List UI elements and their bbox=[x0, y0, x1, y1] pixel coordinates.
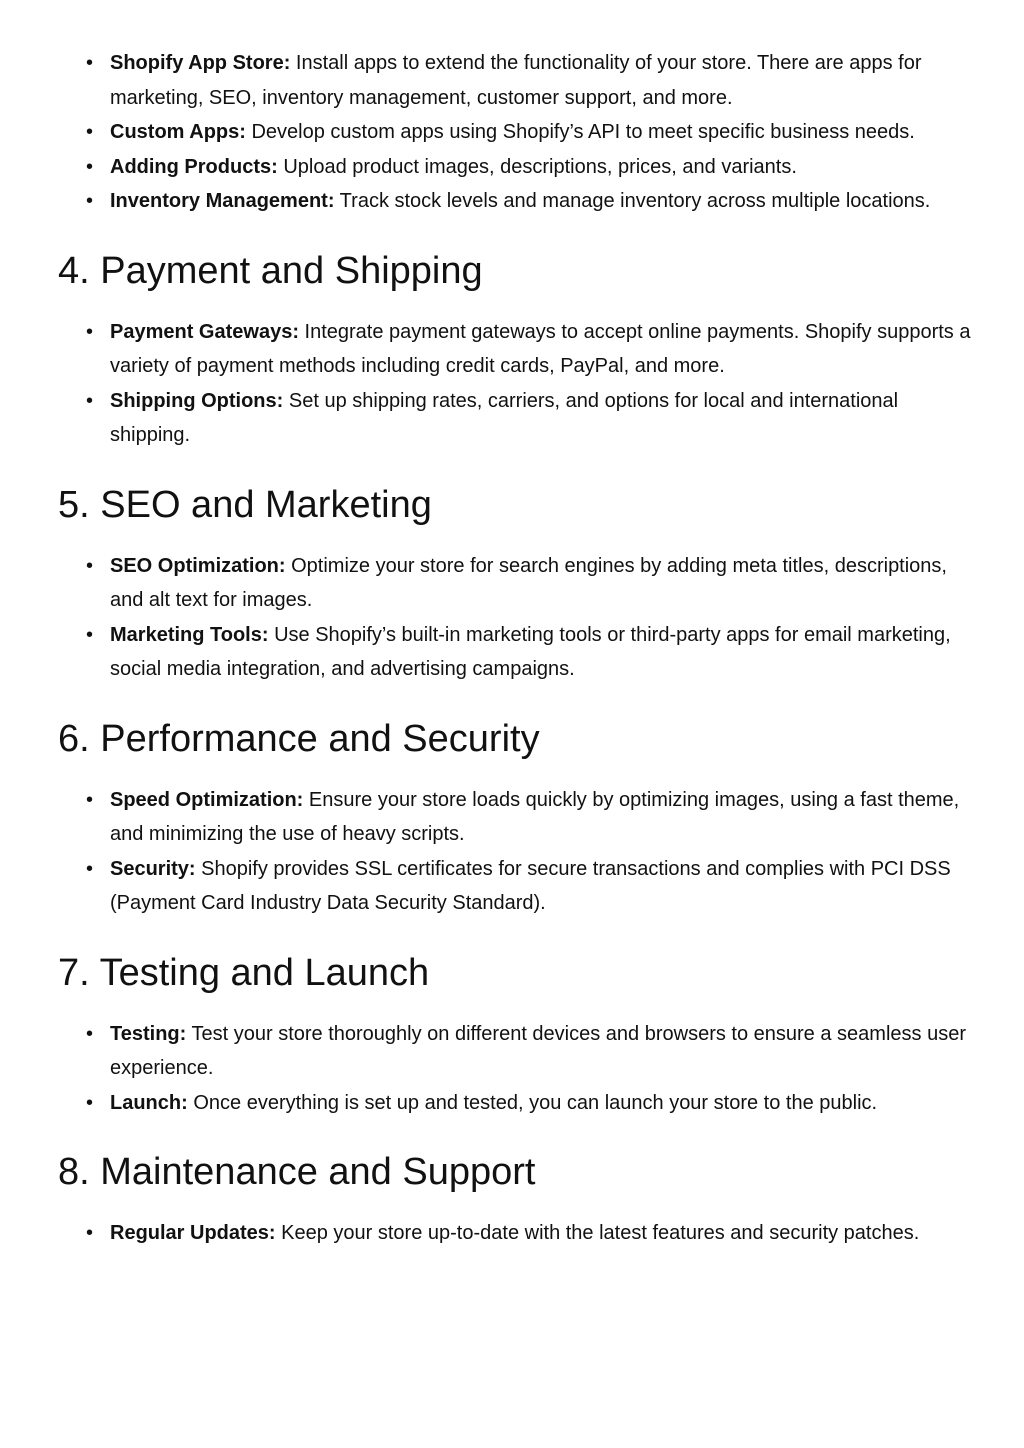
bullet-list bbox=[58, 315, 974, 453]
section-payment-shipping bbox=[58, 249, 974, 453]
item-term: Shopify App Store: bbox=[110, 52, 291, 74]
item-text: Ensure your store loads quickly by optimizing images, using a fast theme, and minimizing the use of heavy scripts. bbox=[110, 788, 960, 845]
item-term: Marketing Tools: bbox=[110, 623, 269, 646]
bullet-icon: • bbox=[86, 1022, 94, 1045]
item-term: Shipping Options: bbox=[110, 389, 284, 412]
item-text: Install apps to extend the functionality of your store. There are apps for marketing, SEO, inventory management, customer support, and more. bbox=[110, 52, 922, 109]
item-text: Upload product images, descriptions, prices, and variants. bbox=[277, 155, 797, 178]
section-heading: 7. Testing and Launch bbox=[58, 951, 430, 994]
list-item bbox=[86, 150, 974, 185]
bullet-list bbox=[58, 549, 974, 687]
bullet-list-intro bbox=[58, 46, 974, 219]
item-text: Develop custom apps using Shopify’s API to meet specific business needs. bbox=[245, 121, 915, 143]
list-item bbox=[86, 46, 974, 115]
item-term: Security: bbox=[110, 857, 196, 880]
item-text: Test your store thoroughly on different devices and browsers to ensure a seamless user experience. bbox=[110, 1022, 966, 1079]
section-performance-security bbox=[58, 717, 974, 921]
item-term: Adding Products: bbox=[110, 155, 278, 178]
item-text: Set up shipping rates, carriers, and options for local and international shipping. bbox=[110, 389, 899, 446]
list-item bbox=[86, 184, 974, 219]
bullet-icon: • bbox=[86, 1091, 94, 1114]
item-term: SEO Optimization: bbox=[110, 554, 286, 577]
list-item bbox=[86, 384, 974, 453]
item-text: Use Shopify’s built-in marketing tools or third-party apps for email marketing, social media integration, and advertising campaigns. bbox=[110, 623, 951, 680]
bullet-icon: • bbox=[86, 1222, 94, 1244]
bullet-list bbox=[58, 1017, 974, 1121]
bullet-list bbox=[58, 783, 974, 921]
bullet-icon: • bbox=[86, 52, 94, 74]
section-heading: 8. Maintenance and Support bbox=[58, 1151, 536, 1193]
section-heading: 6. Performance and Security bbox=[58, 717, 540, 760]
item-text: Once everything is set up and tested, you can launch your store to the public. bbox=[187, 1091, 878, 1114]
bullet-icon: • bbox=[86, 554, 94, 577]
list-item bbox=[86, 852, 974, 921]
item-text: Keep your store up-to-date with the latest features and security patches. bbox=[275, 1222, 920, 1244]
bullet-icon: • bbox=[86, 788, 94, 811]
list-item bbox=[86, 1086, 974, 1121]
section-maintenance-support bbox=[58, 1150, 974, 1251]
item-term: Speed Optimization: bbox=[110, 788, 304, 811]
bullet-icon: • bbox=[86, 389, 94, 412]
item-text: Integrate payment gateways to accept online payments. Shopify supports a variety of payment methods including credit cards, PayPal, and more. bbox=[110, 320, 971, 377]
item-term: Regular Updates: bbox=[110, 1222, 276, 1244]
bullet-icon: • bbox=[86, 155, 94, 178]
list-item bbox=[86, 549, 974, 618]
bullet-icon: • bbox=[86, 320, 94, 343]
item-term: Testing: bbox=[110, 1022, 187, 1045]
bullet-icon: • bbox=[86, 623, 94, 646]
section-heading: 4. Payment and Shipping bbox=[58, 249, 483, 292]
bullet-icon: • bbox=[86, 857, 94, 880]
section-seo-marketing bbox=[58, 483, 974, 687]
item-text: Track stock levels and manage inventory across multiple locations. bbox=[334, 190, 931, 212]
item-term: Inventory Management: bbox=[110, 190, 335, 212]
bullet-list bbox=[58, 1216, 974, 1251]
section-testing-launch bbox=[58, 951, 974, 1121]
list-item bbox=[86, 618, 974, 687]
list-item bbox=[86, 315, 974, 384]
item-term: Launch: bbox=[110, 1091, 188, 1114]
list-item bbox=[86, 115, 974, 150]
list-item bbox=[86, 1017, 974, 1086]
item-term: Custom Apps: bbox=[110, 121, 246, 143]
bullet-icon: • bbox=[86, 190, 94, 212]
item-text: Shopify provides SSL certificates for secure transactions and complies with PCI DSS (Payment Card Industry Data Security Standard). bbox=[110, 857, 951, 914]
list-item bbox=[86, 1216, 974, 1251]
bullet-icon: • bbox=[86, 121, 94, 143]
item-text: Optimize your store for search engines by adding meta titles, descriptions, and alt text for images. bbox=[110, 554, 947, 611]
item-term: Payment Gateways: bbox=[110, 320, 299, 343]
list-item bbox=[86, 783, 974, 852]
section-heading: 5. SEO and Marketing bbox=[58, 483, 432, 526]
